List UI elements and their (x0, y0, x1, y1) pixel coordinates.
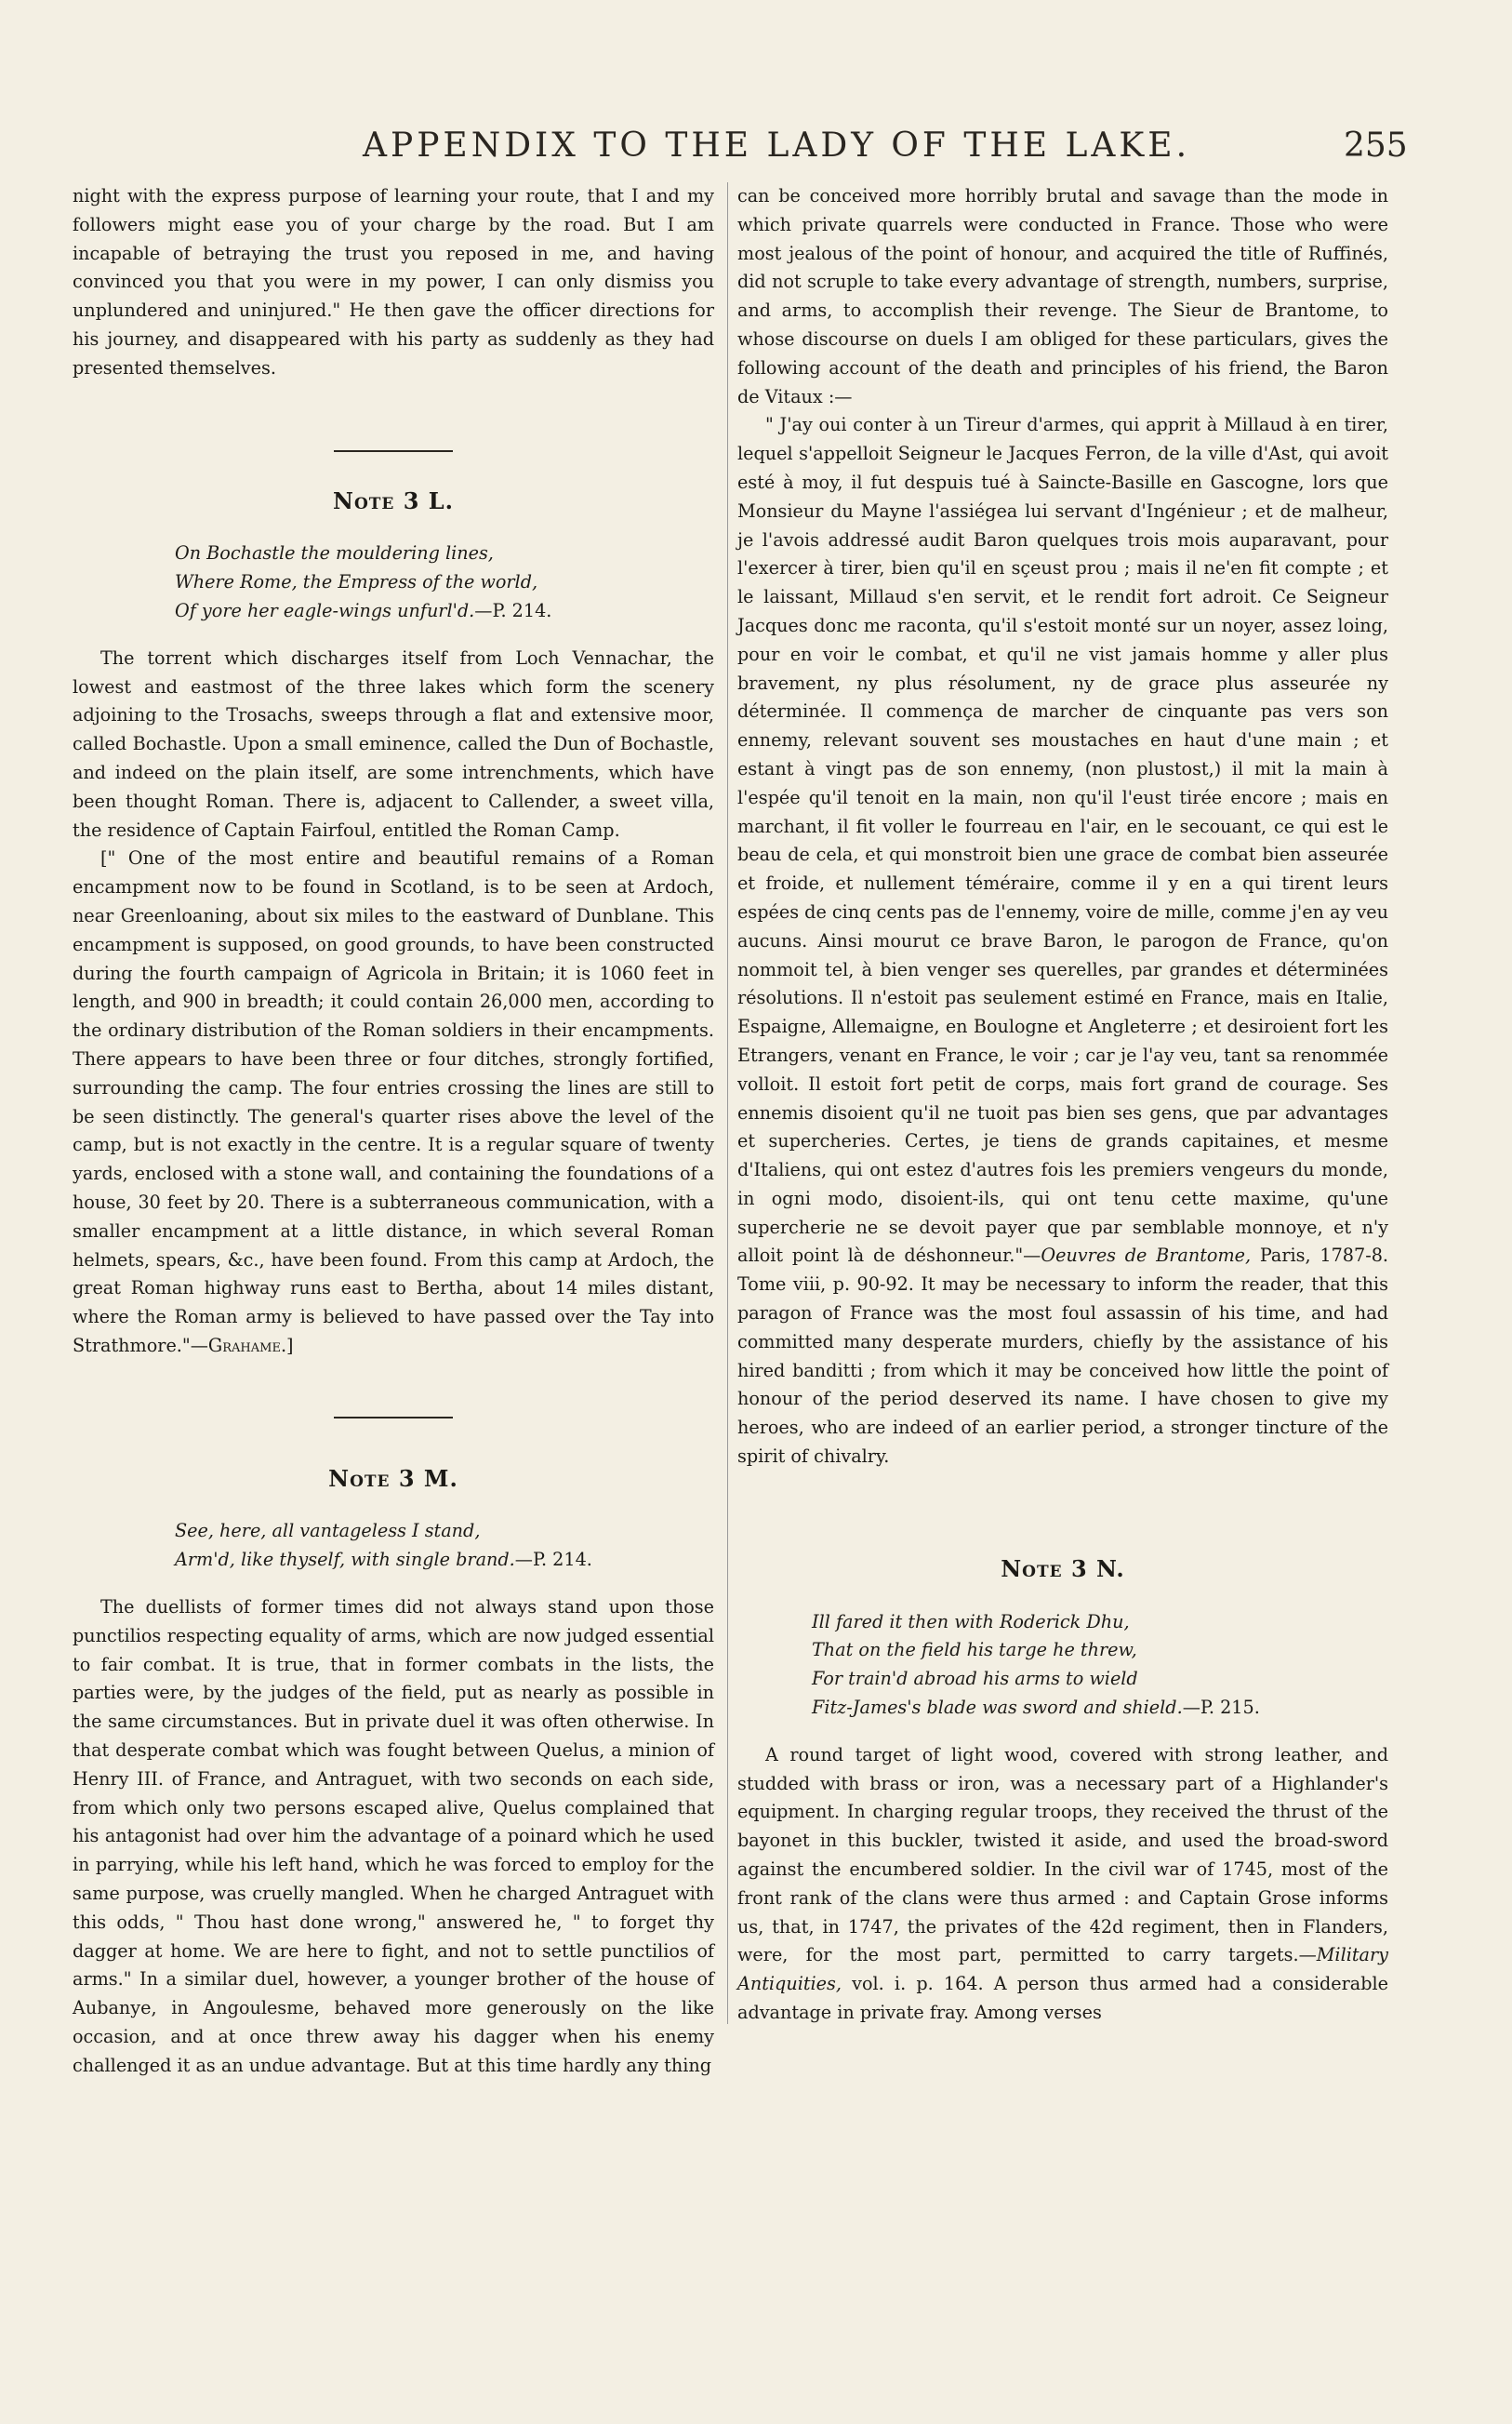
quote-line: See, here, all vantageless I stand, (175, 1520, 481, 1542)
quote-line: That on the field his targe he threw, (812, 1639, 1137, 1661)
page-number: 255 (1344, 127, 1408, 165)
note-3l-heading: Note 3 L. (333, 486, 454, 514)
note-3n-heading: Note 3 N. (1001, 1554, 1125, 1582)
author-name: Grahame (207, 1334, 281, 1356)
note-3m-quote (175, 1517, 714, 1575)
citation: Military Antiquities, (737, 1944, 1388, 1995)
column-divider (727, 182, 728, 2024)
page-reference: —P. 214. (514, 1549, 592, 1571)
note-3n-quote (812, 1608, 1388, 1723)
quote-line: Ill fared it then with Roderick Dhu, (812, 1610, 1130, 1632)
continued-paragraph: can be conceived more horribly brutal and savage than the mode in which private quarrels were conducted in France. Those who were most jealous of the point of honour, and acquired the title of Ruffinés, did not scruple to take every advantage of strength, numbers, surprise, and arms, to accomplish their revenge. The Sieur de Brantome, to whose discourse on duels I am obliged for these particulars, gives the following account of the death and principles of his friend, the Baron de Vitaux :— (737, 185, 1388, 407)
note-3n-paragraph: A round target of light wood, covered with strong leather, and studded with brass or iron, was a necessary part of a Highlander's equipment. In charging regular troops, they received the thrust of the bayonet in this buckler, twisted it aside, and used the broad-sword against the encumbered soldier. In the civil war of 1745, most of the front rank of the clans were thus armed : and Captain Grose informs us, that, in 1747, the privates of the 42d regiment, then in Flanders, were, for the most part, permitted to carry targets.—Military Antiquities, vol. i. p. 164. A person thus armed had a considerable advantage in private fray. Among verses (737, 1743, 1388, 2024)
quote-line: For train'd abroad his arms to wield (812, 1668, 1138, 1690)
citation: Oeuvres de Brantome, (1041, 1245, 1252, 1267)
right-column (737, 182, 1388, 2028)
note-3m-paragraph: The duellists of former times did not always stand upon those punctilios respecting equality of arms, which are now judged essential to fair combat. It is true, that in former combats in the lists, the parties were, by the judges of the field, put as nearly as possible in the same circumstances. But in private duel it was often otherwise. In that desperate combat which was fought between Quelus, a minion of Henry III. of France, and Antraguet, with two seconds on each side, from which only two persons escaped alive, Quelus complained that his antagonist had over him the advantage of a poinard which he used in parrying, while his left hand, which he was forced to employ for the same purpose, was cruelly mangled. When he charged Antraguet with this odds, " Thou hast done wrong," answered he, " to forget thy dagger at home. We are here to fight, and not to settle punctilios of arms." In a similar duel, however, a younger brother of the house of Aubanye, in Angoulesme, behaved more generously on the like occasion, and at once threw away his dagger when his enemy challenged it as an undue advantage. But at this time hardly any thing (73, 1596, 714, 2076)
note-3l-paragraph-2: [" One of the most entire and beautiful remains of a Roman encampment now to be found in Scotland, is to be seen at Ardoch, near Greenloaning, about six miles to the eastward of Dunblane. This encampment is supposed, on good grounds, to have been constructed during the fourth campaign of Agricola in Britain; it is 1060 feet in length, and 900 in breadth; it could contain 26,000 men, according to the ordinary distribution of the Roman soldiers in their encampments. There appears to have been three or four ditches, strongly fortified, surrounding the camp. The four entries crossing the lines are still to be seen distinctly. The general's quarter rises above the level of the camp, but is not exactly in the centre. It is a regular square of twenty yards, enclosed with a stone wall, and containing the foundations of a house, 30 feet by 20. There is a subterraneous communication, with a smaller encampment at a little distance, in which several Roman helmets, spears, &c., have been found. From this camp at Ardoch, the great Roman highway runs east to Bertha, about 14 miles distant, where the Roman army is believed to have passed over the Tay into Strathmore."—Grahame.] (73, 847, 714, 1356)
quote-line: Fitz-James's blade was sword and shield.—P. 215. (812, 1697, 1260, 1719)
note-3m-heading: Note 3 M. (328, 1464, 458, 1492)
quote-line: Where Rome, the Empress of the world, (175, 571, 538, 593)
note-3l-quote (175, 539, 714, 625)
left-column (73, 182, 714, 2081)
brantome-quotation: " J'ay oui conter à un Tireur d'armes, qui apprit à Millaud à en tirer, lequel s'appelloit Seigneur le Jacques Ferron, de la ville d'Ast, qui avoit esté à moy, il fut despuis tué à Saincte-Basille en Gascogne, lors que Monsieur du Mayne l'assiégea lui servant d'Ingénieur ; et de malheur, je l'avois addressé audit Baron quelques trois mois auparavant, pour l'exercer à tirer, bien qu'il en sçeust prou ; mais il ne'en fit compte ; et le laissant, Millaud s'en servit, et le rendit fort adroit. Ce Seigneur Jacques donc me raconta, qu'il s'estoit monté sur un noyer, assez loing, pour en voir le combat, et qu'il ne vist jamais homme y aller plus bravement, ny plus résolument, ny de grace plus asseurée ny déterminée. Il commença de marcher de cinquante pas vers son ennemy, relevant souvent ses moustaches en haut d'une main ; et estant à vingt pas de son ennemy, (non plustost,) il mit la main à l'espée qu'il tenoit en la main, non qu'il l'eust tirée encore ; mais en marchant, il fit voller le fourreau en l'air, en le secouant, ce qui est le beau de cela, et qui monstroit bien une grace de combat bien asseurée et froide, et nullement téméraire, comme il y en a qui tirent leurs espées de cinq cents pas de l'ennemy, voire de mille, comme j'en ay veu aucuns. Ainsi mourut ce brave Baron, le parogon de France, qu'on nommoit tel, à bien venger ses querelles, par grandes et déterminées résolutions. Il n'estoit pas seulement estimé en France, mais en Italie, Espaigne, Allemaigne, en Boulogne et Angleterre ; et desiroient fort les Etrangers, venant en France, le voir ; car je l'ay veu, tant sa renommée volloit. Il estoit fort petit de corps, mais fort grand de courage. Ses ennemis disoient qu'il ne tuoit pas bien ses gens, que par advantages et supercheries. Certes, je tiens de grands capitaines, et mesme d'Italiens, qui ont estez d'autres fois les premiers vengeurs du monde, in ogni modo, disoient-ils, qui ont tenu cette maxime, qu'une supercherie ne se devoit payer que par semblable monnoye, et n'y alloit point là de déshonneur."—Oeuvres de Brantome, Paris, 1787-8. Tome viii, p. 90-92. It may be necessary to inform the reader, that this paragon of France was the most foul assassin of his time, and had committed many desperate murders, chiefly by the assistance of his hired banditti ; from which it may be conceived how little the point of honour of the period deserved its name. I have chosen to give my heroes, who are indeed of an earlier period, a stronger tincture of the spirit of chivalry. (737, 414, 1388, 1468)
note-3l-paragraph: The torrent which discharges itself from Loch Vennachar, the lowest and eastmost of the three lakes which form the scenery adjoining to the Trosachs, sweeps through a flat and extensive moor, called Bochastle. Upon a small eminence, called the Dun of Bochastle, and indeed on the plain itself, are some intrenchments, which have been thought Roman. There is, adjacent to Callender, a sweet villa, the residence of Captain Fairfoul, entitled the Roman Camp. (73, 646, 714, 841)
running-head: APPENDIX TO THE LADY OF THE LAKE. (362, 127, 1191, 165)
quote-line: On Bochastle the mouldering lines, (175, 542, 494, 565)
continued-paragraph: night with the express purpose of learning your route, that I and my followers might ease you of your charge by the road. But I am incapable of betraying the trust you reposed in me, and having convinced you that you were in my power, I can only dismiss you unplundered and uninjured." He then gave the officer directions for his journey, and disappeared with his party as suddenly as they had presented themselves. (73, 185, 714, 379)
page-reference: —P. 214. (474, 599, 552, 621)
page-reference: —P. 215. (1182, 1697, 1260, 1719)
quote-line: Of yore her eagle-wings unfurl'd.—P. 214. (175, 599, 552, 621)
quote-line: Arm'd, like thyself, with single brand.—P. 214. (175, 1549, 592, 1571)
